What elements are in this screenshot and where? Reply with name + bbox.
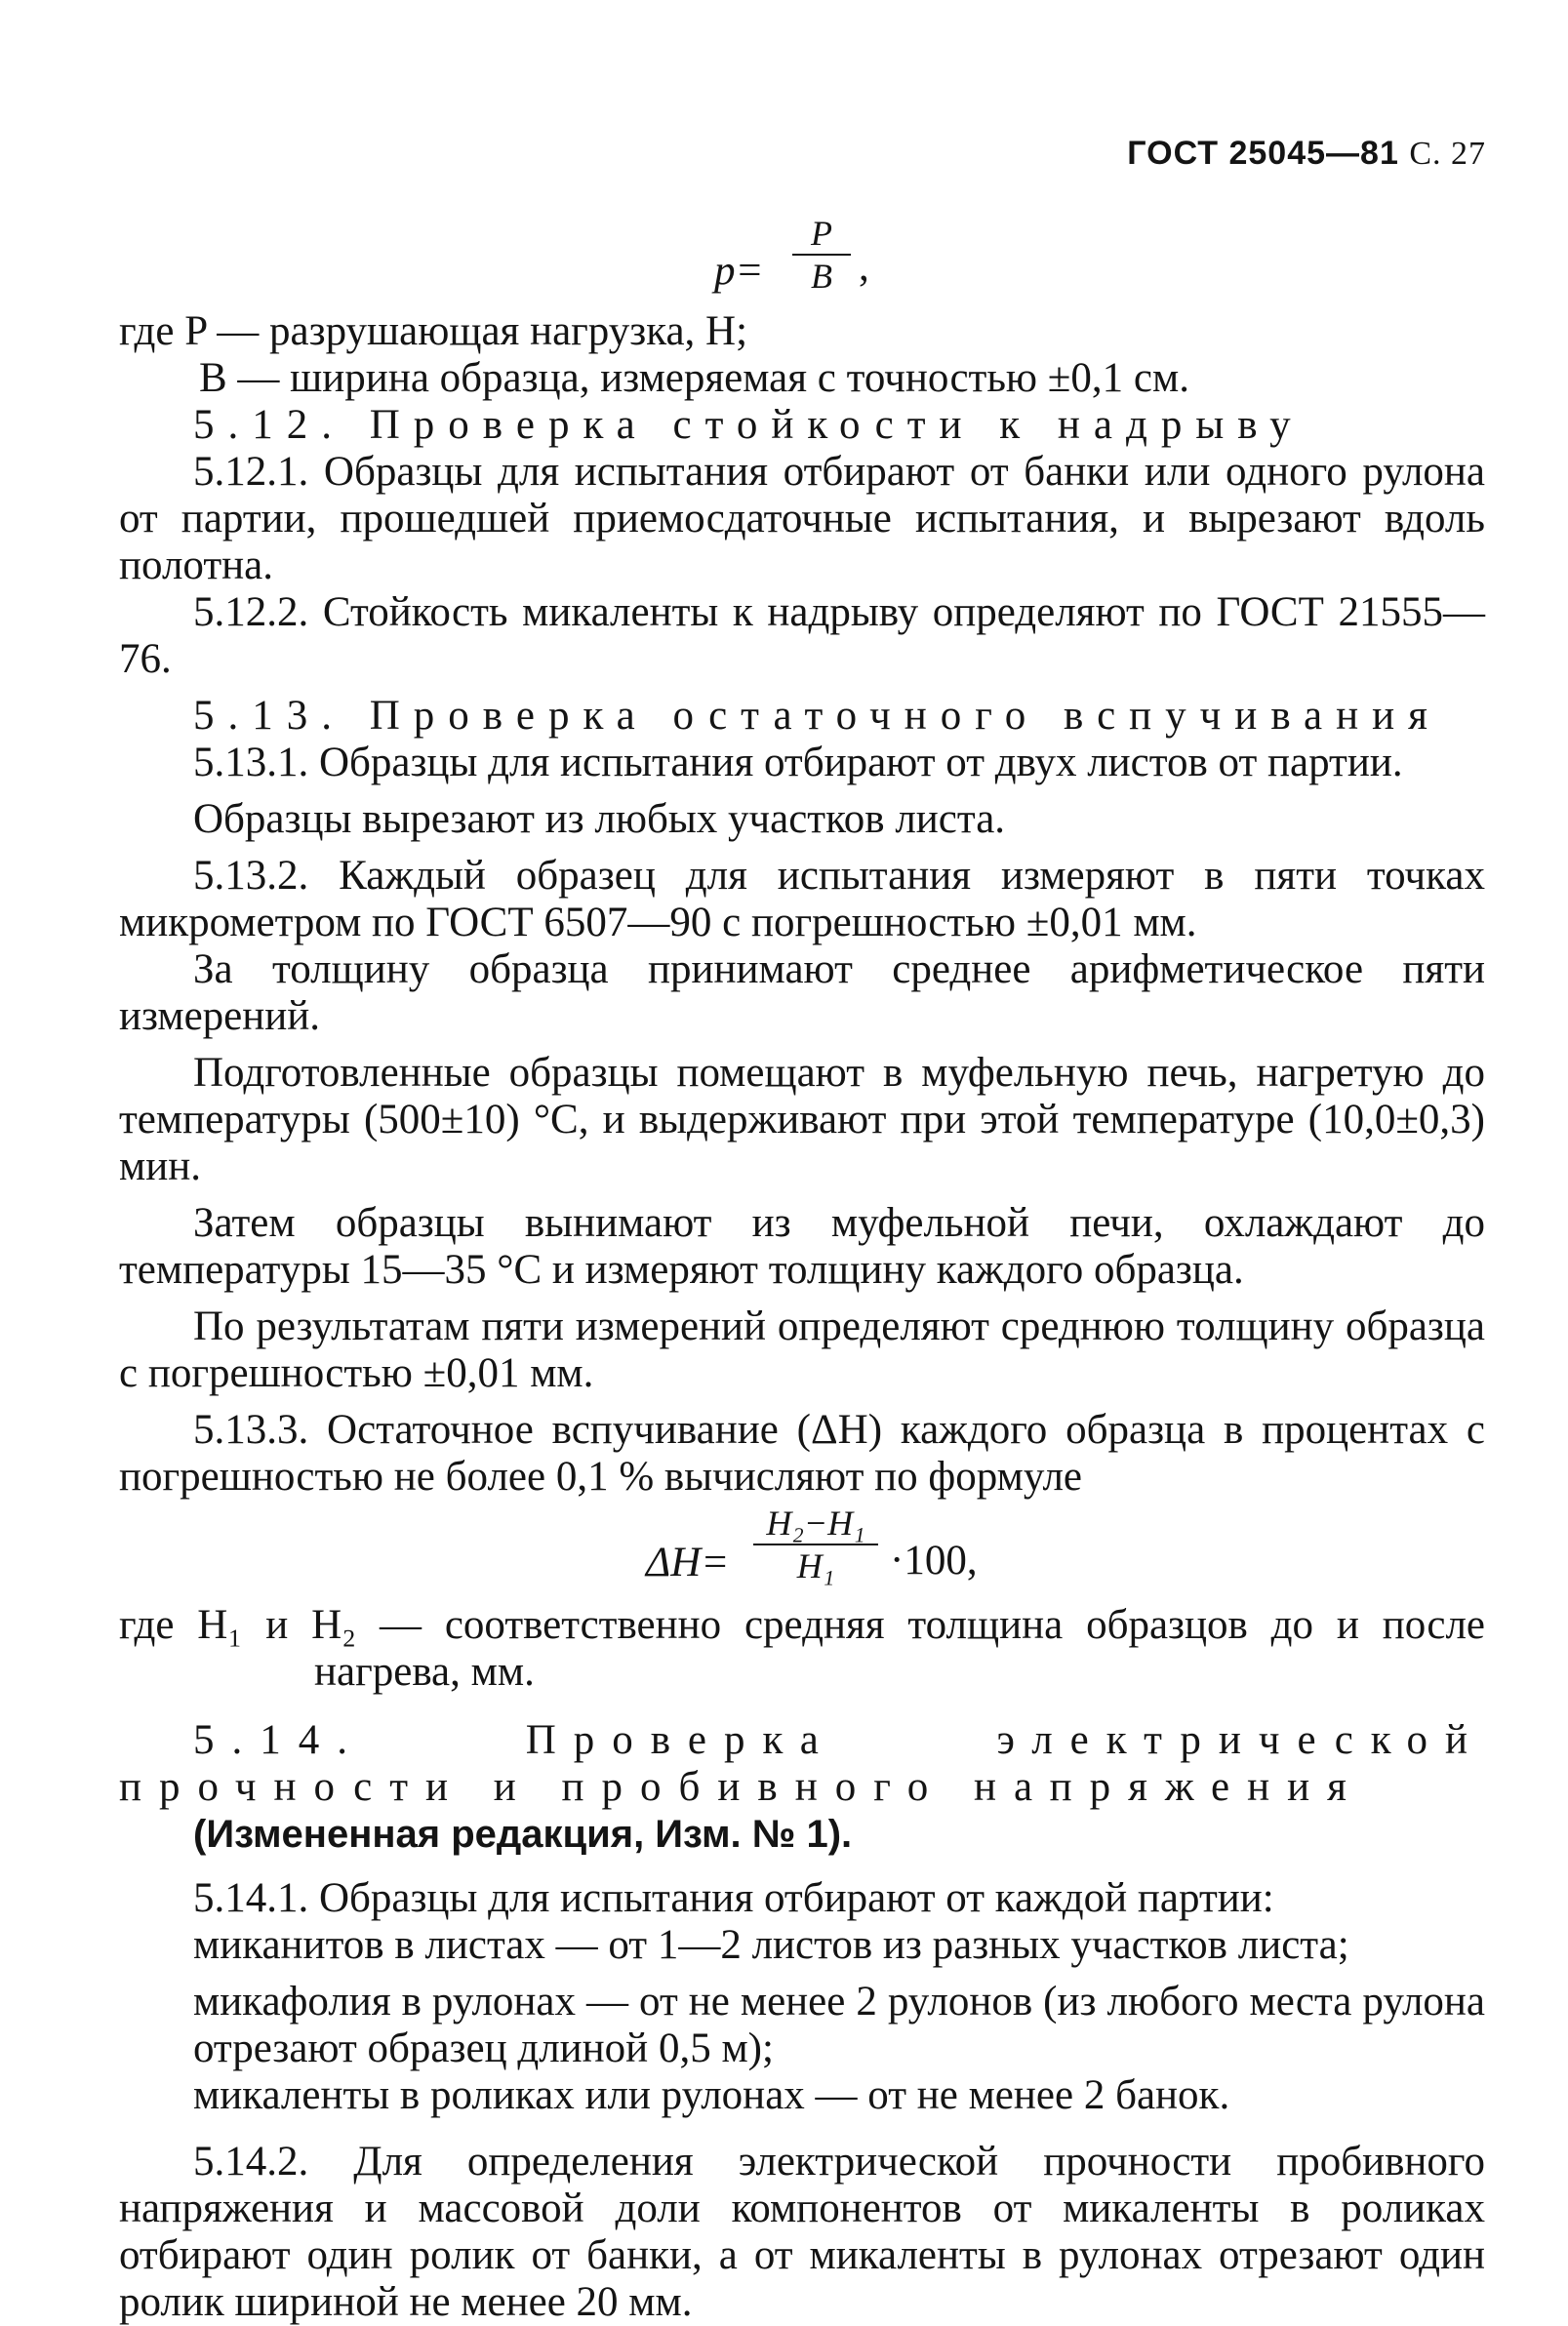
page-header (1127, 135, 1486, 173)
section-5-12-heading: 5.12. Проверка стойкости к надрыву (193, 402, 1305, 448)
paragraph-results: По результатам пяти измерений определяют среднюю толщину образца с погрешностью ±0,01 мм. (119, 1303, 1485, 1396)
where-h1-h2: где H₁ и H₂ — соответственно средняя толщина образцов до и после нагрева, мм. (119, 1602, 1485, 1695)
formula-p-tail: , (859, 244, 869, 290)
formula-dh-tail: ·100, (890, 1538, 978, 1584)
section-5-13-1: 5.13.1. Образцы для испытания отбирают от двух листов от партии. (193, 740, 1403, 785)
paragraph-thickness: За толщину образца принимают среднее арифметическое пяти измерений. (119, 946, 1485, 1039)
formula-p-fraction (792, 215, 851, 295)
section-5-13-3: 5.13.3. Остаточное вспучивание (ΔH) каждого образца в процентах с погрешностью не более 0,1 % вычисляют по формуле (119, 1407, 1485, 1500)
section-5-12-1: 5.12.1. Образцы для испытания отбирают от банки или одного рулона от партии, прошедшей приемосдаточные испытания, и вырезают вдоль полотна. (119, 449, 1485, 588)
paragraph-furnace: Подготовленные образцы помещают в муфельную печь, нагретую до температуры (500±10) °С, и выдерживают при этой температуре (10,0±0,3) мин. (119, 1050, 1485, 1189)
paragraph-cooling: Затем образцы вынимают из муфельной печи, охлаждают до температуры 15—35 °С и измеряют толщину каждого образца. (119, 1200, 1485, 1293)
where-b: B — ширина образца, измеряемая с точностью ±0,1 см. (199, 355, 1189, 401)
section-5-14-2: 5.14.2. Для определения электрической прочности пробивного напряжения и массовой доли компонентов от микаленты в роликах отбирают один ролик от банки, а от микаленты в рулонах отрезают один ролик шириной не менее 20 мм. (119, 2139, 1485, 2325)
section-5-12-2: 5.12.2. Стойкость микаленты к надрыву определяют по ГОСТ 21555—76. (119, 589, 1485, 682)
formula-p-lhs: p= (714, 248, 764, 294)
formula-dh-fraction (753, 1504, 878, 1584)
body-text (119, 215, 1485, 2326)
where-p: где P — разрушающая нагрузка, Н; (119, 308, 748, 354)
section-5-14-1: 5.14.1. Образцы для испытания отбирают от каждой партии: (193, 1875, 1274, 1921)
list-item-micanite: миканитов в листах — от 1—2 листов из разных участков листа; (193, 1922, 1349, 1968)
section-5-13-heading: 5.13. Проверка остаточного вспучивания (193, 693, 1441, 739)
formula-dh-denominator: H₁ (796, 1546, 835, 1585)
amendment-note: (Измененная редакция, Изм. № 1). (193, 1813, 853, 1856)
section-5-13-2: 5.13.2. Каждый образец для испытания измеряют в пяти точках микрометром по ГОСТ 6507—90 с погрешностью ±0,01 мм. (119, 853, 1485, 945)
formula-p-denominator: B (811, 257, 832, 296)
formula-dh-lhs: ΔH= (646, 1540, 730, 1585)
page-number: С. 27 (1409, 136, 1486, 172)
formula-delta-h (119, 1501, 1485, 1602)
formula-dh-numerator: H₂−H₁ (766, 1504, 865, 1543)
list-item-micatape: микаленты в роликах или рулонах — от не менее 2 банок. (193, 2072, 1230, 2118)
section-5-14-heading: 5.14. Проверка электрической прочности и пробивного напряжения (119, 1717, 1485, 1810)
standard-number: ГОСТ 25045—81 (1127, 135, 1399, 172)
formula-p-numerator: P (811, 214, 832, 253)
paragraph-samples-cut: Образцы вырезают из любых участков листа. (193, 796, 1006, 842)
list-item-micafolium: микафолия в рулонах — от не менее 2 рулонов (из любого места рулона отрезают образец длиной 0,5 м); (193, 1979, 1485, 2071)
formula-p (119, 215, 1485, 308)
